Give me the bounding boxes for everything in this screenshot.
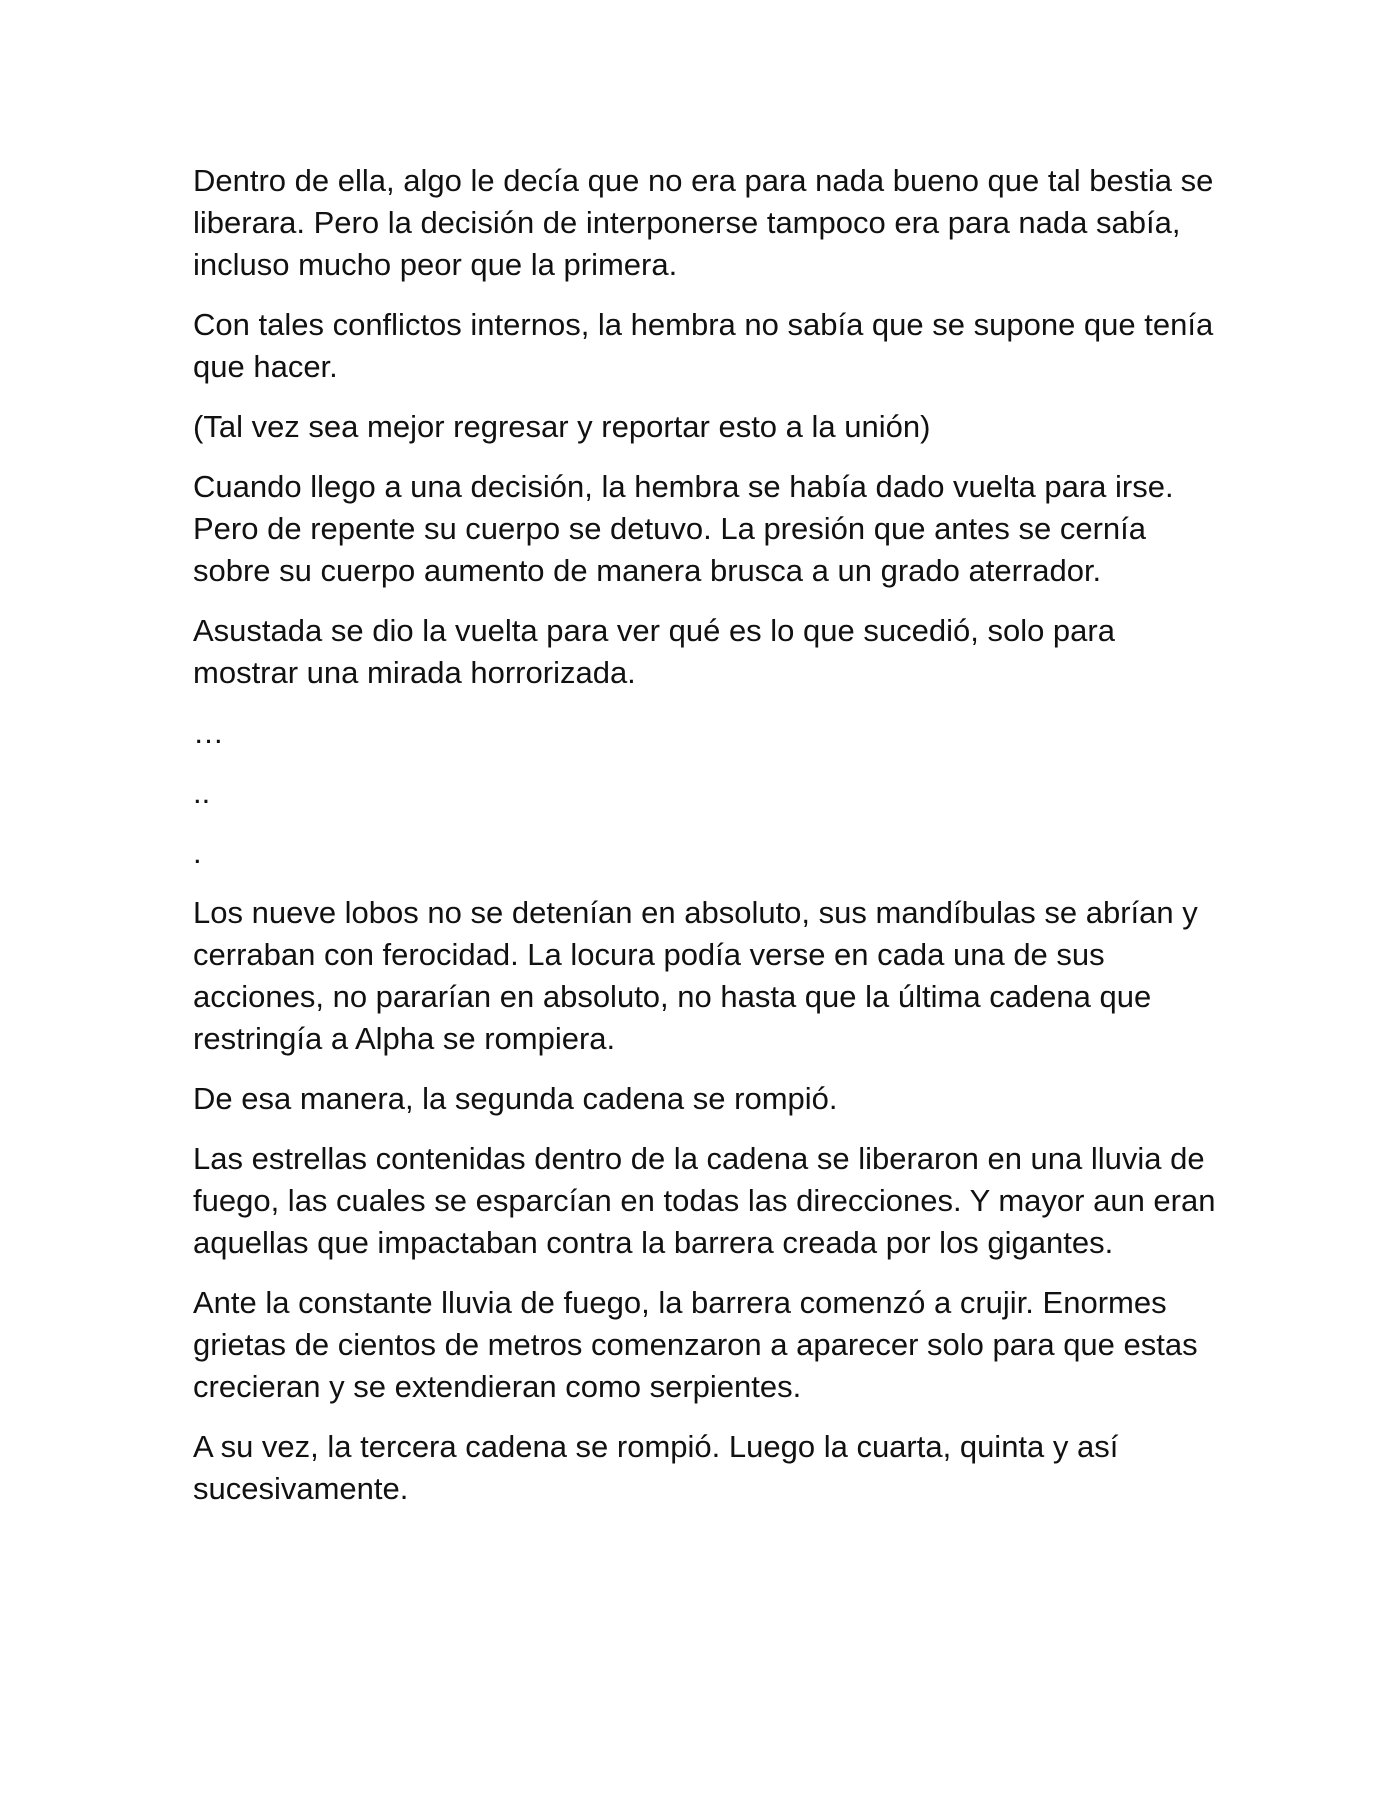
paragraph-6: Los nueve lobos no se detenían en absoluto, sus mandíbulas se abrían y cerraban con ferocidad. La locura podía verse en cada una de sus acciones, no pararían en absoluto, no hasta que la última cadena que restringía a Alpha se rompiera. bbox=[193, 895, 1198, 1056]
paragraph-3: (Tal vez sea mejor regresar y reportar esto a la unión) bbox=[193, 409, 931, 444]
paragraph-9: Ante la constante lluvia de fuego, la barrera comenzó a crujir. Enormes grietas de cientos de metros comenzaron a aparecer solo para que estas crecieran y se extendieran como serpientes. bbox=[193, 1285, 1198, 1404]
ellipsis-separator: … bbox=[193, 715, 224, 750]
paragraph-1: Dentro de ella, algo le decía que no era para nada bueno que tal bestia se liberara. Pero la decisión de interponerse tampoco era para nada sabía, incluso mucho peor que la primera. bbox=[193, 163, 1214, 282]
paragraph-4: Cuando llego a una decisión, la hembra se había dado vuelta para irse. Pero de repente su cuerpo se detuvo. La presión que antes se cernía sobre su cuerpo aumento de manera brusca a un grado aterrador. bbox=[193, 469, 1174, 588]
paragraph-2: Con tales conflictos internos, la hembra no sabía que se supone que tenía que hacer. bbox=[193, 307, 1214, 384]
paragraph-7: De esa manera, la segunda cadena se rompió. bbox=[193, 1081, 838, 1116]
paragraph-5: Asustada se dio la vuelta para ver qué es lo que sucedió, solo para mostrar una mirada horrorizada. bbox=[193, 613, 1115, 690]
single-dot-separator: . bbox=[193, 835, 202, 870]
paragraph-10: A su vez, la tercera cadena se rompió. Luego la cuarta, quinta y así sucesivamente. bbox=[193, 1429, 1119, 1506]
document-body bbox=[193, 160, 1223, 1528]
paragraph-8: Las estrellas contenidas dentro de la cadena se liberaron en una lluvia de fuego, las cuales se esparcían en todas las direcciones. Y mayor aun eran aquellas que impactaban contra la barrera creada por los gigantes. bbox=[193, 1141, 1216, 1260]
double-dot-separator: .. bbox=[193, 775, 211, 810]
